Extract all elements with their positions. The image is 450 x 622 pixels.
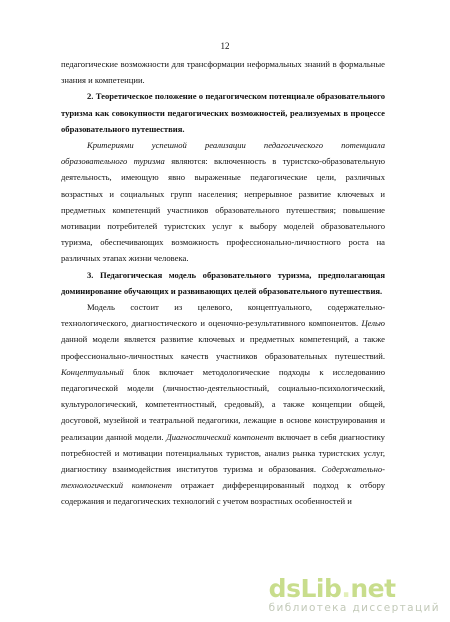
model-text-3: блок включает методологические подходы к исследованию педагогической модели (личностно-деятельностный, социально-психологический, культурологический, компетентностный, средовый), а также концепции общей, досуговой, музейной и театральной педагогики, лежащие в основе конструирования и реализации данной модели.: [61, 366, 385, 442]
watermark-logo: dsLib.net: [268, 574, 396, 603]
document-body: [61, 56, 385, 510]
model-text-5: отражает дифференцированный подход к отбору содержания и педагогических технологий с учетом возрастных особенностей и: [61, 480, 385, 507]
criteria-italic: Критериями успешной реализации педагогического потенциала образовательного туризма: [61, 140, 385, 167]
model-text-1: Модель состоит из целевого, концептуального, содержательно-технологического, диагностического и оценочно-результативного компонентов.: [61, 302, 385, 329]
model-italic-content: Содержательно-технологический компонент: [61, 464, 385, 491]
paragraph-model: [61, 299, 385, 510]
model-italic-goal: Целью: [361, 318, 385, 329]
thesis-heading-2: [61, 88, 385, 137]
model-italic-conceptual: Концептуальный: [61, 366, 124, 377]
model-text-4: включает в себя диагностику потребностей и мотивации потенциальных туристов, анализ рынка туристских услуг, диагностику взаимодействия институтов туризма и образования.: [61, 431, 385, 475]
thesis-heading-3-text: 3. Педагогическая модель образовательного туризма, предполагающая доминирование обучающих и развивающих целей образовательного путешествия.: [61, 269, 385, 296]
watermark-subtitle: библиотека диссертаций: [268, 602, 440, 614]
thesis-heading-3: [61, 267, 385, 299]
paragraph-criteria: [61, 137, 385, 267]
thesis-heading-2-text: 2. Теоретическое положение о педагогическом потенциале образовательного туризма как совокупности педагогических возможностей, реализуемых в процессе образовательного путешествия.: [61, 91, 385, 134]
watermark: [269, 576, 440, 614]
model-italic-diagnostic: Диагностический компонент: [166, 431, 274, 442]
criteria-text: являются: включенность в туристско-образовательную деятельность, имеющую явно выраженные педагогические цели, различных возрастных и социальных групп населения; непрерывное развитие ключевых и предметных компетенций участников образовательного путешествия; повышение мотивации потребителей туристских услуг к выбору моделей образовательного туризма, обеспечивающих возможность профессионально-личностного роста на различных этапах жизни человека.: [61, 156, 385, 264]
paragraph-continuation: педагогические возможности для трансформации неформальных знаний в формальные знания и компетенции.: [61, 59, 385, 86]
model-text-2: данной модели является развитие ключевых и предметных компетенций, а также профессионально-личностных качеств участников образовательных путешествий.: [61, 334, 385, 361]
page-number: 12: [220, 41, 230, 51]
